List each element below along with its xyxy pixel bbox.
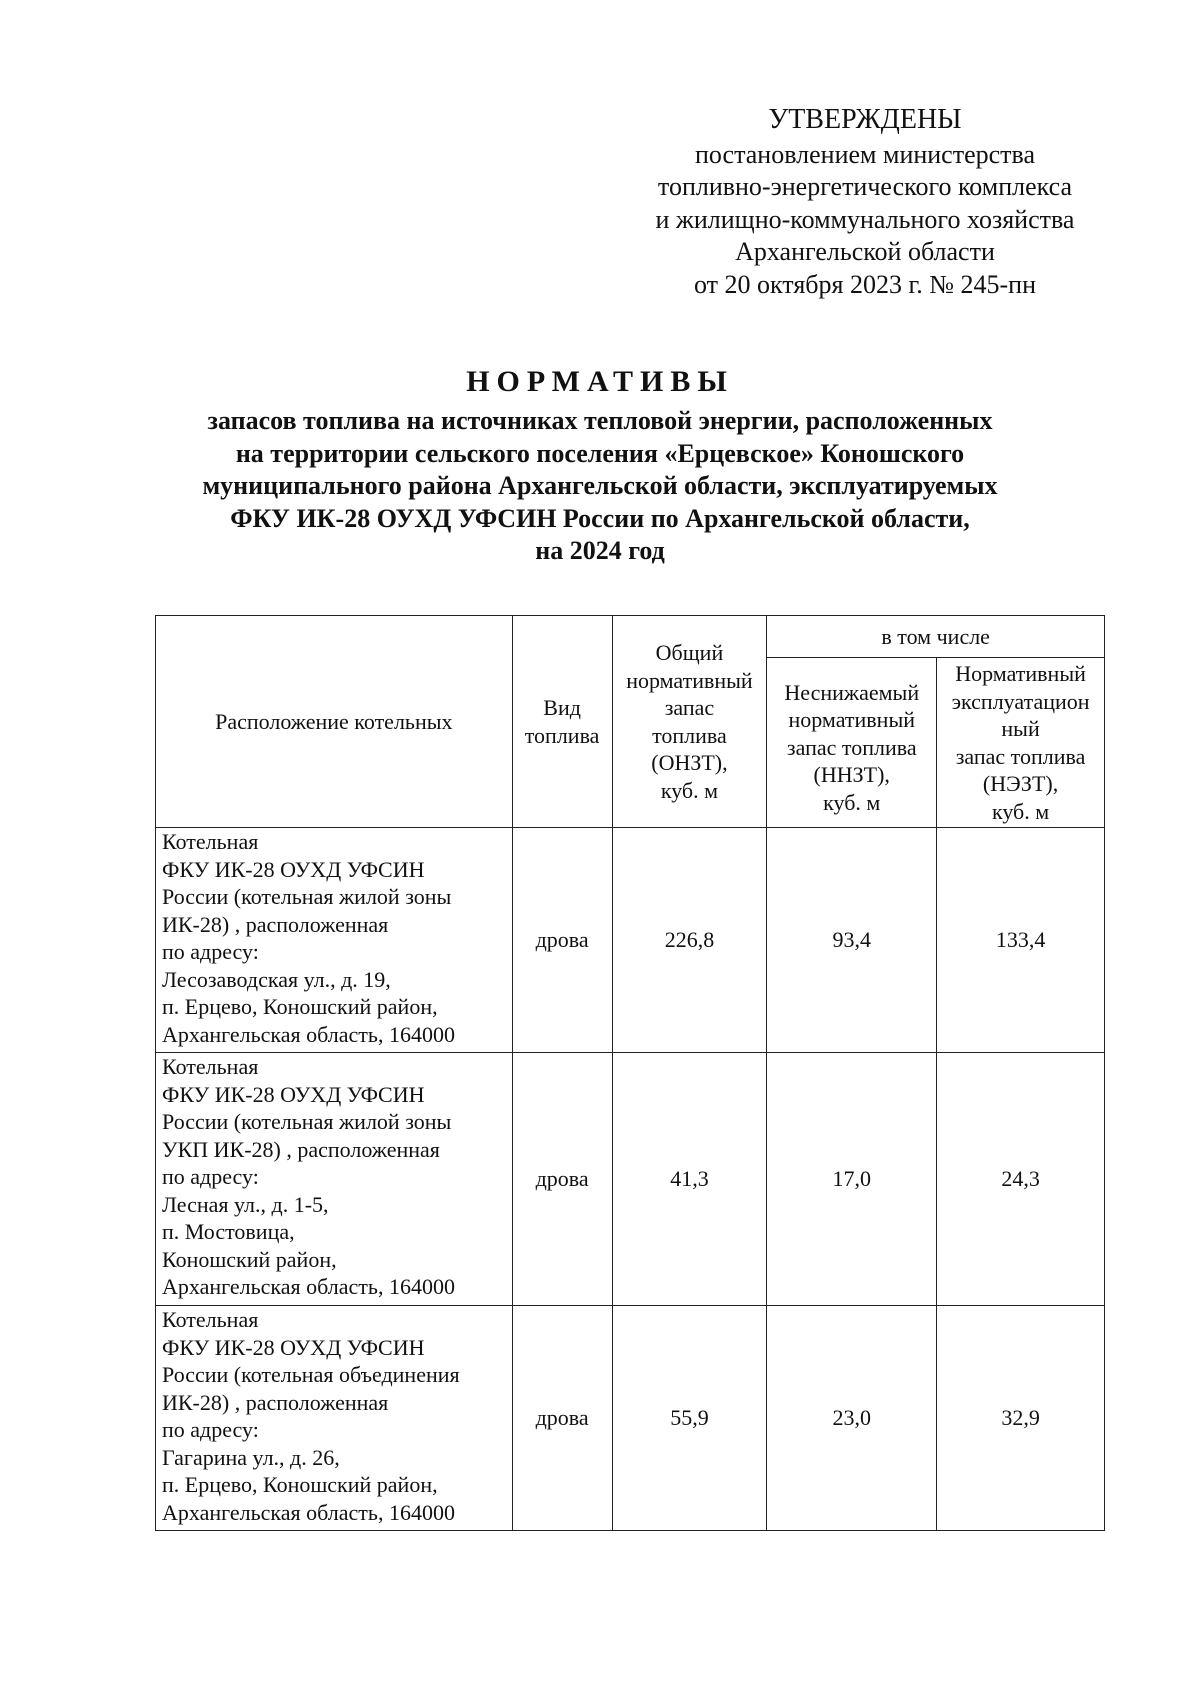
approval-line: топливно-энергетического комплекса [657,172,1073,201]
cell-nnzt: 23,0 [767,1306,937,1531]
cell-fuel: дрова [512,1306,612,1531]
title-line: на территории сельского поселения «Ерцевское» Коношского [235,438,965,468]
table-row [156,828,1105,1053]
header-total-reserve: Общий нормативный запас топлива (ОНЗТ), куб. м [612,616,767,828]
approval-block [600,104,1130,301]
header-fuel-type: Вид топлива [512,616,612,828]
approval-line: постановлением министерства [694,139,1036,169]
norms-table [155,615,1105,1531]
cell-nezt: 32,9 [937,1306,1105,1531]
cell-fuel: дрова [512,828,612,1053]
cell-nnzt: 93,4 [767,828,937,1053]
cell-fuel: дрова [512,1053,612,1306]
cell-location: Котельная ФКУ ИК-28 ОУХД УФСИН России (котельная жилой зоны ИК-28) , расположенная по адресу: Лесозаводская ул., д. 19, п. Ерцево, Коношский район, Архангельская область, 164000 [156,828,513,1053]
title-line: запасов топлива на источниках тепловой энергии, расположенных [207,406,993,435]
title-subtitle [150,405,1050,568]
cell-total: 41,3 [612,1053,767,1306]
header-location: Расположение котельных [156,616,513,828]
cell-location: Котельная ФКУ ИК-28 ОУХД УФСИН России (котельная жилой зоны УКП ИК-28) , расположенная по адресу: Лесная ул., д. 1-5, п. Мостовица, Коношский район, Архангельская область, 164000 [156,1053,513,1306]
cell-total: 226,8 [612,828,767,1053]
approval-line: и жилищно-коммунального хозяйства [655,204,1075,234]
cell-nnzt: 17,0 [767,1053,937,1306]
cell-total: 55,9 [612,1306,767,1531]
document-title [150,365,1050,568]
cell-nezt: 24,3 [937,1053,1105,1306]
table-row [156,1053,1105,1306]
header-including: в том числе [767,616,1105,658]
title-line: муниципального района Архангельской области, эксплуатируемых [202,471,998,500]
title-line: ФКУ ИК-28 ОУХД УФСИН России по Архангельской области, [230,503,970,533]
header-nnzt: Неснижаемый нормативный запас топлива (ННЗТ), куб. м [767,658,937,828]
cell-nezt: 133,4 [937,828,1105,1053]
title-line: на 2024 год [535,536,665,565]
cell-location: Котельная ФКУ ИК-28 ОУХД УФСИН России (котельная объединения ИК-28) , расположенная по адресу: Гагарина ул., д. 26, п. Ерцево, Коношский район, Архангельская область, 164000 [156,1306,513,1531]
approval-line: Архангельской области [735,237,995,266]
header-nezt: Нормативный эксплуатацион ный запас топлива (НЭЗТ), куб. м [937,658,1105,828]
approval-heading: УТВЕРЖДЕНЫ [768,104,962,135]
title-main: НОРМАТИВЫ [466,365,734,398]
approval-line: от 20 октября 2023 г. № 245-пн [694,269,1036,299]
table-row [156,1306,1105,1531]
